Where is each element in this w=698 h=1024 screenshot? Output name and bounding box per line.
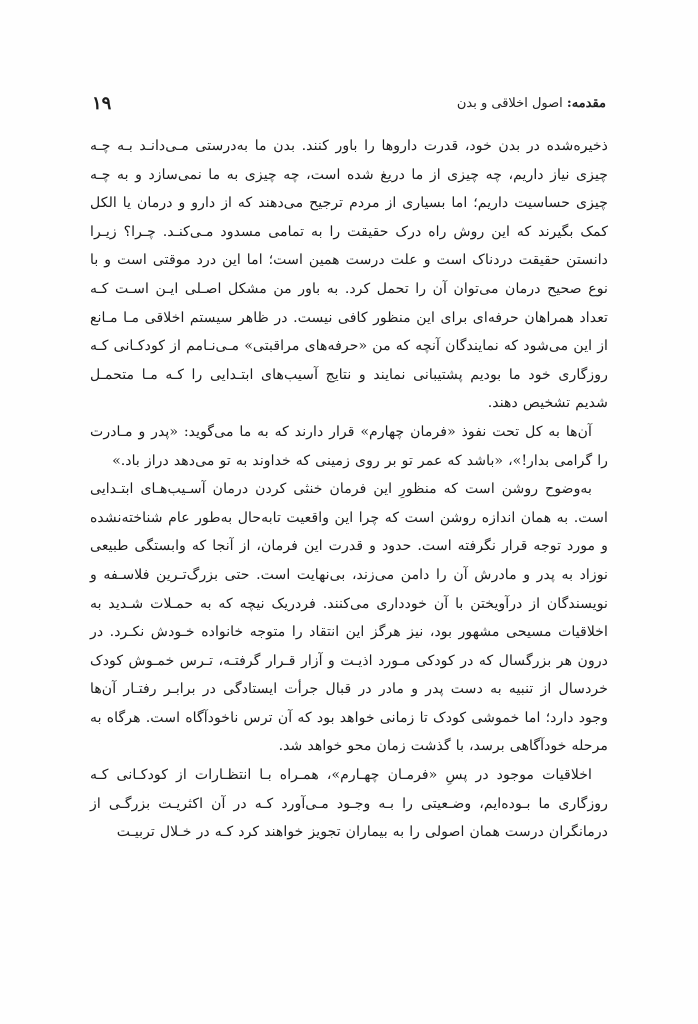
- page-number: ۱۹: [92, 92, 112, 114]
- chapter-title-label: مقدمه:: [566, 95, 606, 111]
- chapter-title: [457, 96, 606, 111]
- paragraph-2: آن‌ها به کل تحت نفوذ «فرمان چهارم» قرار دارند که به ما می‌گوید: «پدر و مـادرت را گرامی بدار!»، «باشد که عمر تو بر روی زمینی که خداوند به تو می‌دهد دراز باد.»: [90, 423, 608, 469]
- paragraph-1: ذخیره‌شده در بدن خود، قدرت داروها را باور کنند. بدن ما به‌درستی مـی‌دانـد بـه چـه چیزی نیاز داریم، چه چیزی از ما دریغ شده است، چه چیزی به ما نمی‌سازد و به چـه چیزی حساسیت داریم؛ اما بسیاری از مردم ترجیح می‌دهند که از دارو و درمان یا الکل کمک بگیرند که این روش راه درک حقیقت را به تمامی مسدود مـی‌کنـد. چـرا؟ زیـرا دانستن حقیقت دردناک است و علت درست همین است؛ اما این درد موقتی است و با نوع صحیح درمان می‌توان آن را تحمل کرد. به باور من مشکل اصـلی ایـن اسـت کـه تعداد همراهان حرفه‌ای برای این منظور کافی نیست. در ظاهر سیستم اخلاقی مـا مـانع از این می‌شود که نمایندگان آنچه که من «حرفه‌های مراقبتی» مـی‌نـامم از کودکـانی کـه روزگاری خود ما بودیم پشتیبانی نمایند و نتایج آسیب‌های ابتـدایی را کـه مـا متحمـل شدیم تشخیص دهند.: [90, 138, 608, 412]
- body-text: [90, 132, 608, 847]
- paragraph-4: اخلاقیات موجود در پسِ «فرمـان چهـارم»، همـراه بـا انتظـارات از کودکـانی کـه روزگاری ما بـوده‌ایم، وضـعیتی را بـه وجـود مـی‌آورد کـه در آن اکثریـت بزرگـی از درمانگران درست همان اصولی را به بیماران تجویز خواهند کرد کـه در خـلال تربیـت: [90, 767, 608, 841]
- paragraph-3: به‌وضوح روشن است که منظورِ این فرمان خنثی کردن درمان آسـیب‌هـای ابتـدایی است. به همان اندازه روشن است که چرا این واقعیت تابه‌حال به‌طور عام شناخته‌نشده و مورد توجه قرار نگرفته است. حدود و قدرت این فرمان، از آنجا که وابستگی طبیعی نوزاد به پدر و مادرش آن را دامن می‌زند، بی‌نهایت است. حتی بزرگ‌تـرین فلاسـفه و نویسندگان از درآویختن با آن خودداری می‌کنند. فردریک نیچه که به حمـلات شـدید به اخلاقیات مسیحی مشهور بود، نیز هرگز این انتقاد را متوجه خانواده خـودش نکـرد. در درون هر بزرگسال که در کودکی مـورد اذیـت و آزار قـرار گرفتـه، تـرس خمـوش کودک خردسال از تنبیه به دست پدر و مادر در قبال جرأت ایستادگی در برابـر رفتـار آن‌ها وجود دارد؛ اما خموشی کودک تا زمانی خواهد بود که آن ترس ناخودآگاه است. هرگاه به مرحله خودآگاهی برسد، با گذشت زمان محو خواهد شد.: [90, 481, 608, 755]
- running-header: [92, 90, 606, 116]
- chapter-title-text: اصول اخلاقی و بدن: [456, 95, 567, 111]
